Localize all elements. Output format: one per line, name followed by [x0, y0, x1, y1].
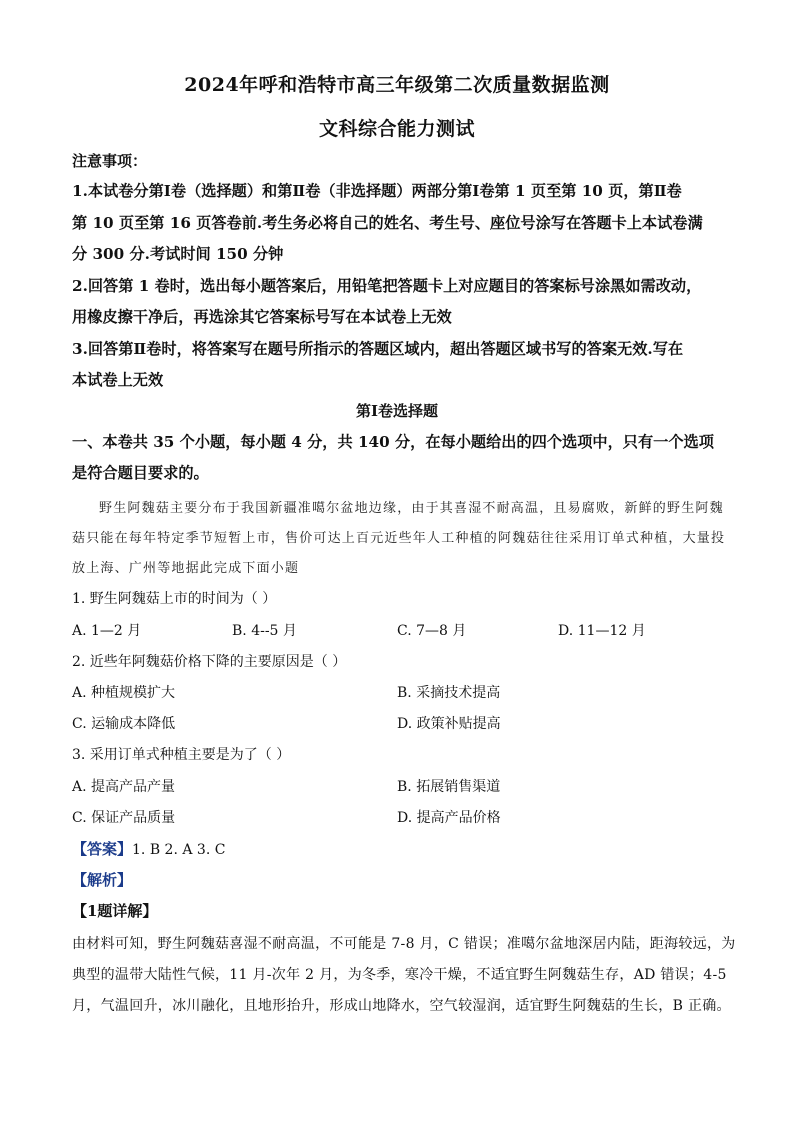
passage-line: 放上海、广州等地据此完成下面小题 — [72, 561, 300, 576]
question-option: B. 4--5 月 — [232, 623, 297, 639]
analysis-line: 月，气温回升，冰川融化，且地形抬升，形成山地降水，空气较湿润，适宜野生阿魏菇的生长，B 正确。 — [72, 998, 731, 1014]
analysis-line: 典型的温带大陆性气候，11 月-次年 2 月，为冬季，寒冷干燥，不适宜野生阿魏菇生存，AD 错误；4-5 — [72, 967, 727, 983]
answer-tag: 【答案】 — [72, 840, 133, 858]
note-line: 用橡皮擦干净后，再选涂其它答案标号写在本试卷上无效 — [72, 308, 452, 326]
question-option: D. 提高产品价格 — [397, 810, 501, 826]
note-line: 分 300 分.考试时间 150 分钟 — [72, 245, 284, 263]
question-option: D. 政策补贴提高 — [397, 716, 501, 732]
question-option: A. 1—2 月 — [72, 623, 142, 639]
question-option: C. 保证产品质量 — [72, 810, 176, 826]
question-option: B. 拓展销售渠道 — [397, 779, 501, 795]
note-line: 3.回答第Ⅱ卷时，将答案写在题号所指示的答题区域内，超出答题区域书写的答案无效.写在 — [72, 340, 684, 358]
note-line: 第 10 页至第 16 页答卷前.考生务必将自己的姓名、考生号、座位号涂写在答题卡上本试卷满 — [72, 214, 703, 232]
question-option: B. 采摘技术提高 — [397, 685, 501, 701]
note-line: 本试卷上无效 — [72, 371, 164, 389]
section-instruction: 是符合题目要求的。 — [72, 464, 209, 482]
question-stem: 1. 野生阿魏菇上市的时间为（ ） — [72, 591, 277, 607]
section-instruction: 一、本卷共 35 个小题，每小题 4 分，共 140 分，在每小题给出的四个选项中，只有一个选项 — [72, 433, 714, 451]
note-line: 2.回答第 1 卷时，选出每小题答案后，用铅笔把答题卡上对应题目的答案标号涂黑如需改动， — [72, 277, 702, 295]
question-option: C. 运输成本降低 — [72, 716, 176, 732]
answer-values: 1. B 2. A 3. C — [132, 842, 226, 858]
answer-row — [72, 838, 225, 859]
notes-heading: 注意事项： — [72, 152, 148, 170]
question-stem: 2. 近些年阿魏菇价格下降的主要原因是（ ） — [72, 654, 347, 670]
question-stem: 3. 采用订单式种植主要是为了（ ） — [72, 747, 291, 763]
question-option: D. 11—12 月 — [558, 623, 646, 639]
passage-line: 野生阿魏菇主要分布于我国新疆准噶尔盆地边缘，由于其喜湿不耐高温，且易腐败，新鲜的野生阿魏 — [99, 501, 724, 516]
analysis-line: 由材料可知，野生阿魏菇喜湿不耐高温，不可能是 7-8 月，C 错误；准噶尔盆地深居内陆，距海较远，为 — [72, 936, 736, 952]
section-title: 第Ⅰ卷选择题 — [355, 402, 439, 420]
question-option: A. 种植规模扩大 — [72, 685, 176, 701]
note-line: 1.本试卷分第Ⅰ卷（选择题）和第Ⅱ卷（非选择题）两部分第Ⅰ卷第 1 页至第 10 页，第Ⅱ卷 — [72, 182, 682, 200]
exam-title: 2024年呼和浩特市高三年级第二次质量数据监测 — [184, 74, 610, 96]
passage-line: 菇只能在每年特定季节短暂上市，售价可达上百元近些年人工种植的阿魏菇往往采用订单式种植，大量投 — [72, 531, 726, 546]
exam-subtitle: 文科综合能力测试 — [318, 118, 475, 140]
question-option: C. 7—8 月 — [397, 623, 467, 639]
question-option: A. 提高产品产量 — [72, 779, 176, 795]
analysis-subheading: 【1题详解】 — [72, 902, 158, 920]
analysis-tag: 【解析】 — [72, 871, 133, 889]
